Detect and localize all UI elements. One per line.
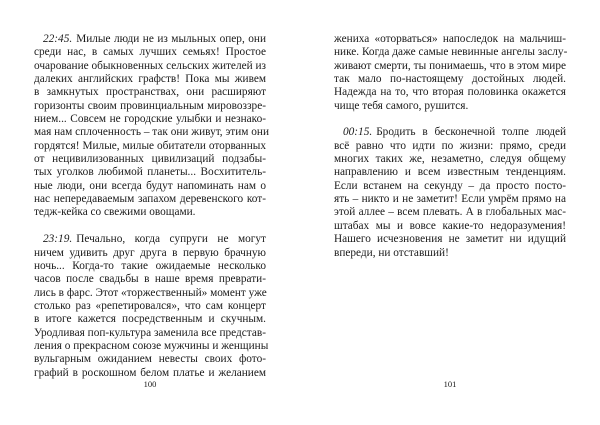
text-line: далеких английских графств! Пока мы живем — [34, 73, 266, 86]
text-line: графий в роскошном белом платье и желанием — [34, 366, 266, 379]
text-line: ночь... Когда-то такие ожидаемые несколько — [34, 259, 266, 272]
text-line: от нецивилизованных цивилизаций подзабы- — [34, 153, 266, 166]
text-line: часов после свадьбы в наше время преврати- — [34, 273, 266, 286]
text-line: мая нам сплоченность – так они живут, этим они — [34, 126, 270, 139]
page-number-left: 100 — [143, 379, 157, 389]
paragraph-continued — [334, 33, 566, 113]
text-line: многих таких же, незаметно, следуя общему — [334, 153, 566, 166]
left-page-text — [34, 33, 270, 380]
text-line: жениха «оторваться» напоследок на мальчиш- — [334, 33, 566, 45]
text-line: так мало по-настоящему достойных людей. — [334, 73, 566, 86]
text-line: в итоге кажется посредственным и скучным. — [34, 313, 266, 326]
text-line: нике. Когда даже самые невинные ангелы заслу- — [334, 46, 568, 59]
text-line: живают смерти, ты понимаешь, что в этом мире — [334, 59, 566, 72]
paragraph-22-45 — [34, 33, 270, 220]
text-line: чище тебя самого, рушится. — [334, 99, 469, 112]
text-line: нием... Совсем не городские улыбки и незнако- — [34, 113, 266, 126]
timestamp: 00:15. — [343, 126, 373, 139]
text-line: очарование обыкновенных сельских жителей из — [34, 59, 266, 72]
text-line: гордятся! Милые, милые обитатели оторванных — [34, 139, 266, 152]
text-line: Надежда на то, что вторая половинка окажется — [334, 86, 566, 99]
paragraph-23-19 — [34, 233, 269, 380]
text-line: тых уголков любимой планеты... Восхититель- — [34, 166, 266, 179]
text-line: впереди, ни отставший! — [334, 246, 449, 259]
paragraph-00-15 — [334, 126, 566, 259]
text-line: Нашего исчезновения не заметит ни идущий — [334, 233, 566, 246]
text-line: ления о прекрасном союзе мужчины и женщины — [34, 339, 269, 352]
text-line: нас непередаваемым запахом деревенского кот- — [34, 193, 266, 206]
text-line: столько раз «репетировался», что сам концерт — [34, 299, 266, 312]
text-line: ные люди, они всегда будут напоминать нам о — [34, 179, 266, 192]
text-line: 23:19. Печально, когда супруги не могут — [43, 233, 266, 246]
timestamp: 22:45. — [43, 33, 73, 45]
text-line: штабах мы и вовсе какие-то недоразумения! — [334, 219, 566, 232]
text-line: всё равно что идти по жизни: прямо, среди — [334, 139, 566, 152]
text-line: 00:15. Бродить в бесконечной толпе людей — [343, 126, 566, 139]
text-line: лись в фарс. Этот «торжественный» момент уже — [34, 286, 267, 299]
text-line: 22:45. Милые люди не из мыльных опер, они — [43, 33, 266, 45]
text-line: вульгарным ожиданием невесты своих фото- — [34, 353, 266, 366]
text-line: в замкнутых пространствах, они расширяют — [34, 86, 266, 99]
text-line: ять – никто и не заметит! Если умрём прямо на — [334, 193, 566, 206]
text-line: ничем удивить друг друга в первую брачную — [34, 246, 266, 259]
text-line: Если встанем на секунду – да просто посто- — [334, 179, 566, 192]
text-line: тедж-кейка со свежими овощами. — [34, 206, 196, 219]
text-line: горизонты своим провинциальным мировоззре- — [34, 99, 266, 112]
text-line: этой аллее – всем плевать. А в глобальных мас- — [334, 206, 566, 219]
right-page-text — [334, 33, 566, 260]
page-number-right: 101 — [443, 379, 457, 389]
text-line: направлению и всем известным тенденциям. — [334, 166, 566, 179]
text-line: среди нас, в самых лучших семьях! Простое — [34, 46, 266, 59]
text-line: Уродливая поп-культура заменила все представ- — [34, 326, 266, 339]
timestamp: 23:19. — [43, 233, 73, 246]
